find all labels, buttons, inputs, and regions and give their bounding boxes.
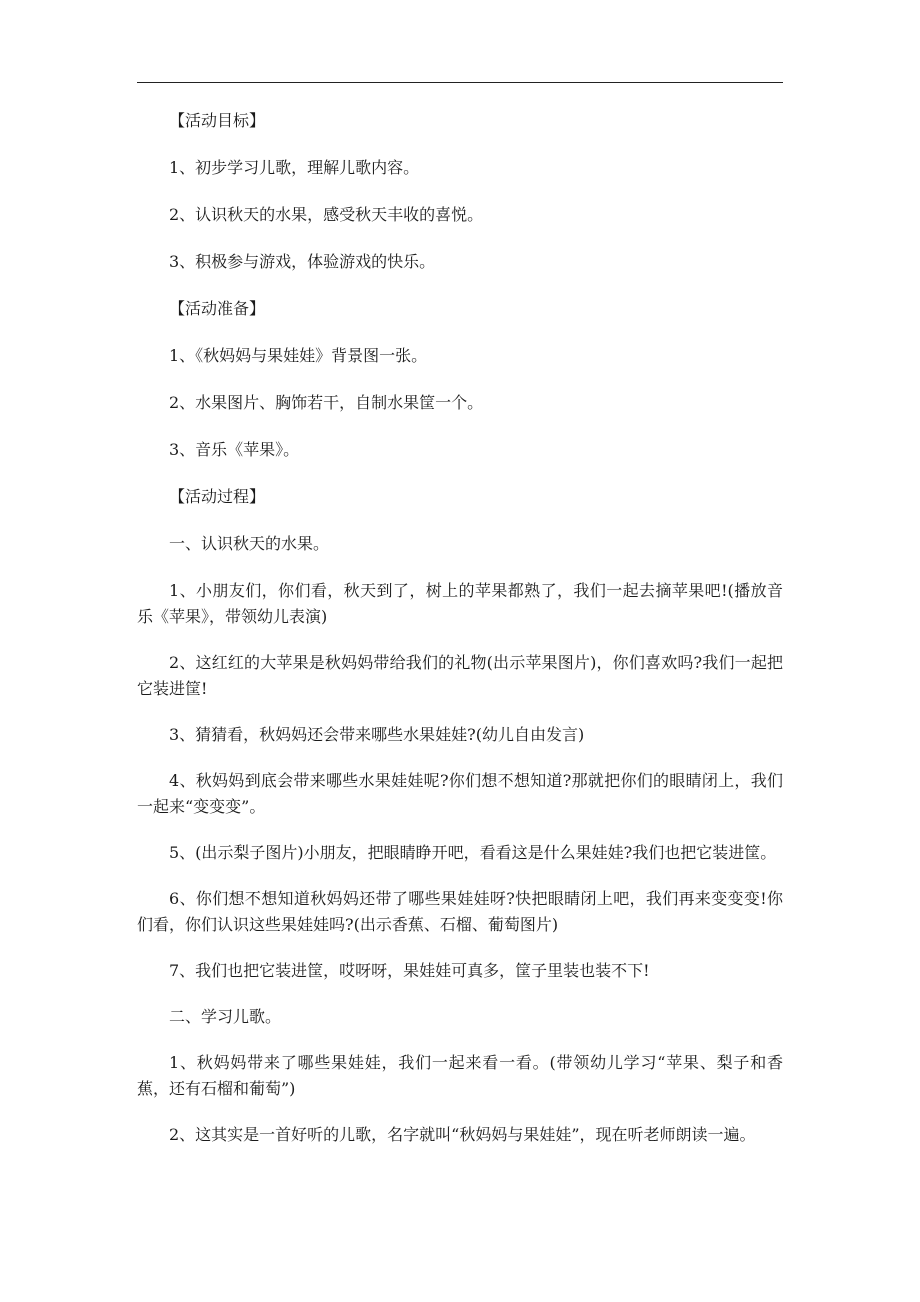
header-rule — [137, 82, 783, 83]
song-step-2: 2、这其实是一首好听的儿歌，名字就叫“秋妈妈与果娃娃”，现在听老师朗读一遍。 — [169, 1125, 756, 1144]
process-step-7: 7、我们也把它装进筐，哎呀呀，果娃娃可真多，筐子里装也装不下! — [169, 961, 650, 980]
goal-item-1: 1、初步学习儿歌，理解儿歌内容。 — [169, 158, 420, 177]
preparation-item-1: 1、《秋妈妈与果娃娃》背景图一张。 — [169, 346, 428, 365]
process-step-4: 4、秋妈妈到底会带来哪些水果娃娃呢?你们想不想知道?那就把你们的眼睛闭上，我们一起来“变变变”。 — [137, 771, 783, 816]
process-step-1: 1、小朋友们，你们看，秋天到了，树上的苹果都熟了，我们一起去摘苹果吧!(播放音乐《苹果》，带领幼儿表演) — [137, 581, 783, 626]
section-heading-process: 【活动过程】 — [169, 487, 266, 506]
process-step-5: 5、(出示梨子图片)小朋友，把眼睛睁开吧，看看这是什么果娃娃?我们也把它装进筐。 — [169, 843, 777, 862]
section-heading-goals: 【活动目标】 — [169, 111, 266, 130]
preparation-item-3: 3、音乐《苹果》。 — [169, 440, 300, 459]
process-step-6: 6、你们想不想知道秋妈妈还带了哪些果娃娃呀?快把眼睛闭上吧，我们再来变变变!你们看，你们认识这些果娃娃吗?(出示香蕉、石榴、葡萄图片) — [137, 889, 783, 934]
process-part-1-title: 一、认识秋天的水果。 — [169, 534, 330, 553]
goal-item-3: 3、积极参与游戏，体验游戏的快乐。 — [169, 252, 436, 271]
process-step-2: 2、这红红的大苹果是秋妈妈带给我们的礼物(出示苹果图片)，你们喜欢吗?我们一起把它装进筐! — [137, 653, 783, 698]
process-step-3: 3、猜猜看，秋妈妈还会带来哪些水果娃娃?(幼儿自由发言) — [169, 725, 585, 744]
section-heading-preparation: 【活动准备】 — [169, 299, 266, 318]
goal-item-2: 2、认识秋天的水果，感受秋天丰收的喜悦。 — [169, 205, 484, 224]
document-body — [137, 108, 783, 1148]
process-part-2-title: 二、学习儿歌。 — [169, 1007, 282, 1026]
preparation-item-2: 2、水果图片、胸饰若干，自制水果筐一个。 — [169, 393, 484, 412]
song-step-1: 1、秋妈妈带来了哪些果娃娃，我们一起来看一看。(带领幼儿学习“苹果、梨子和香蕉，还有石榴和葡萄”) — [137, 1053, 783, 1098]
